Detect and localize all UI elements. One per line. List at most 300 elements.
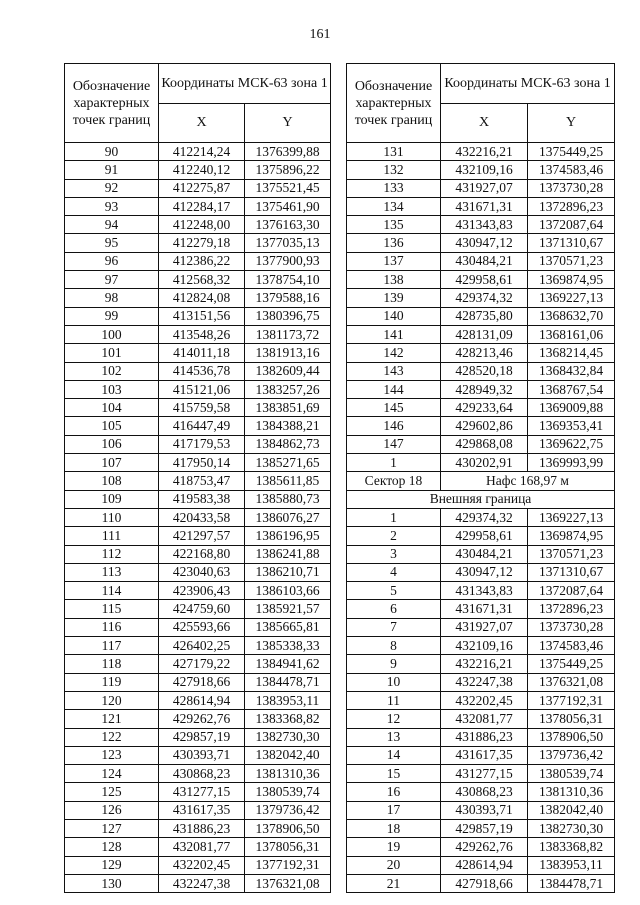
point-number: 99 [65,307,159,325]
table-row [65,399,331,417]
point-number: 8 [347,637,441,655]
table-row [65,344,331,362]
table-row [65,563,331,581]
header-x: X [159,103,245,143]
outer-border-label: Внешняя граница [347,490,615,508]
coord-x: 429958,61 [441,271,528,289]
point-number: 134 [347,197,441,215]
coord-x: 428949,32 [441,380,528,398]
table-row [65,179,331,197]
coord-y: 1368767,54 [528,380,615,398]
coord-y: 1382730,30 [245,728,331,746]
coord-x: 421297,57 [159,527,245,545]
point-number: 9 [347,655,441,673]
coord-x: 432216,21 [441,655,528,673]
coord-x: 431617,35 [159,801,245,819]
table-row [347,179,615,197]
table-row [347,143,615,161]
coord-y: 1369622,75 [528,435,615,453]
table-row [347,527,615,545]
coord-y: 1384478,71 [245,673,331,691]
table-row [347,380,615,398]
page-number: 161 [309,27,331,42]
coord-y: 1384388,21 [245,417,331,435]
right-table-body-a [347,143,615,472]
point-number: 123 [65,746,159,764]
coord-x: 415121,06 [159,380,245,398]
table-row [65,673,331,691]
coord-x: 432202,45 [441,691,528,709]
table-row [65,545,331,563]
coord-x: 428131,09 [441,325,528,343]
coord-x: 432216,21 [441,143,528,161]
table-row [347,508,615,526]
coord-x: 432081,77 [441,710,528,728]
coord-x: 431277,15 [159,783,245,801]
table-row [65,838,331,856]
coord-y: 1369874,95 [528,527,615,545]
table-row [347,637,615,655]
point-number: 94 [65,216,159,234]
coord-x: 429262,76 [441,838,528,856]
coord-x: 424759,60 [159,600,245,618]
coord-y: 1385611,85 [245,472,331,490]
coord-x: 423906,43 [159,582,245,600]
coord-y: 1375449,25 [528,143,615,161]
coord-x: 415759,58 [159,399,245,417]
table-row [65,527,331,545]
table-row [65,600,331,618]
coord-y: 1381310,36 [528,783,615,801]
coord-x: 431277,15 [441,765,528,783]
coord-x: 412214,24 [159,143,245,161]
table-row [65,454,331,472]
table-row [347,289,615,307]
table-row [347,563,615,581]
coord-y: 1377192,31 [245,856,331,874]
coord-y: 1383851,69 [245,399,331,417]
table-row [347,600,615,618]
coord-x: 427918,66 [441,874,528,892]
coord-y: 1386103,66 [245,582,331,600]
point-number: 147 [347,435,441,453]
coord-y: 1385665,81 [245,618,331,636]
coord-y: 1377900,93 [245,252,331,270]
point-number: 105 [65,417,159,435]
coord-y: 1373730,28 [528,618,615,636]
table-row [347,344,615,362]
coord-y: 1385271,65 [245,454,331,472]
point-number: 140 [347,307,441,325]
table-row [347,161,615,179]
coord-x: 432202,45 [159,856,245,874]
table-row [347,655,615,673]
point-number: 146 [347,417,441,435]
point-number: 91 [65,161,159,179]
table-row [347,252,615,270]
coord-x: 432247,38 [441,673,528,691]
coord-x: 412824,08 [159,289,245,307]
sector-row [347,472,615,490]
table-row [65,746,331,764]
table-row [65,307,331,325]
coord-y: 1381913,16 [245,344,331,362]
point-number: 10 [347,673,441,691]
sector-name: Сектор 18 [347,472,441,490]
table-row [347,728,615,746]
point-number: 142 [347,344,441,362]
coord-y: 1368214,45 [528,344,615,362]
coord-x: 412240,12 [159,161,245,179]
table-row [65,143,331,161]
coord-x: 431617,35 [441,746,528,764]
coord-x: 430484,21 [441,545,528,563]
point-number: 111 [65,527,159,545]
coord-y: 1382609,44 [245,362,331,380]
point-number: 11 [347,691,441,709]
coord-x: 429958,61 [441,527,528,545]
table-row [347,234,615,252]
point-number: 114 [65,582,159,600]
point-number: 118 [65,655,159,673]
point-number: 120 [65,691,159,709]
coord-y: 1383368,82 [245,710,331,728]
coord-x: 429374,32 [441,508,528,526]
coord-y: 1383257,26 [245,380,331,398]
coord-x: 432247,38 [159,874,245,892]
point-number: 96 [65,252,159,270]
table-row [347,271,615,289]
coord-x: 419583,38 [159,490,245,508]
point-number: 132 [347,161,441,179]
point-number: 145 [347,399,441,417]
coord-y: 1384862,73 [245,435,331,453]
coord-y: 1378056,31 [528,710,615,728]
table-row [347,691,615,709]
table-row [347,216,615,234]
table-row [65,490,331,508]
table-row [65,655,331,673]
point-number: 141 [347,325,441,343]
coord-y: 1378906,50 [528,728,615,746]
coord-y: 1376399,88 [245,143,331,161]
table-row [65,325,331,343]
table-row [347,801,615,819]
coord-x: 427179,22 [159,655,245,673]
header-y: Y [245,103,331,143]
coord-x: 428520,18 [441,362,528,380]
point-number: 15 [347,765,441,783]
point-number: 100 [65,325,159,343]
table-row [65,380,331,398]
coord-y: 1380539,74 [245,783,331,801]
table-row [347,325,615,343]
coord-x: 432109,16 [441,161,528,179]
coord-y: 1368161,06 [528,325,615,343]
coord-y: 1383953,11 [245,691,331,709]
coord-y: 1370571,23 [528,252,615,270]
table-row [65,637,331,655]
coord-x: 412386,22 [159,252,245,270]
point-number: 129 [65,856,159,874]
coord-y: 1385880,73 [245,490,331,508]
coord-y: 1368632,70 [528,307,615,325]
table-row [65,582,331,600]
point-number: 133 [347,179,441,197]
coord-y: 1372087,64 [528,582,615,600]
table-row [65,618,331,636]
point-number: 127 [65,819,159,837]
coord-x: 431927,07 [441,618,528,636]
coord-y: 1379588,16 [245,289,331,307]
coord-y: 1386210,71 [245,563,331,581]
coord-x: 428614,94 [441,856,528,874]
point-number: 115 [65,600,159,618]
table-row [65,362,331,380]
coord-x: 418753,47 [159,472,245,490]
point-number: 1 [347,508,441,526]
table-row [65,289,331,307]
coord-y: 1384941,62 [245,655,331,673]
coordinates-table-right [346,63,615,893]
table-row [65,472,331,490]
table-row [347,783,615,801]
coord-x: 431886,23 [441,728,528,746]
coord-y: 1375896,22 [245,161,331,179]
coord-x: 416447,49 [159,417,245,435]
coord-x: 428614,94 [159,691,245,709]
coord-y: 1383953,11 [528,856,615,874]
coord-y: 1369993,99 [528,454,615,472]
point-number: 112 [65,545,159,563]
coord-y: 1371310,67 [528,563,615,581]
table-row [65,271,331,289]
table-row [347,454,615,472]
left-table-body [65,143,331,893]
coord-x: 429602,86 [441,417,528,435]
coord-x: 430868,23 [159,765,245,783]
coordinates-table-left [64,63,331,893]
coord-y: 1385338,33 [245,637,331,655]
point-number: 5 [347,582,441,600]
coord-y: 1378906,50 [245,819,331,837]
coord-x: 431343,83 [441,216,528,234]
point-number: 108 [65,472,159,490]
point-number: 138 [347,271,441,289]
point-number: 126 [65,801,159,819]
coord-x: 413548,26 [159,325,245,343]
point-number: 18 [347,819,441,837]
coord-x: 431343,83 [441,582,528,600]
coord-x: 430947,12 [441,234,528,252]
coord-y: 1373730,28 [528,179,615,197]
header-point-label: Обозначение характерных точек границ [347,64,441,143]
table-row [347,618,615,636]
table-row [347,435,615,453]
table-row [65,252,331,270]
coord-y: 1375461,90 [245,197,331,215]
coord-x: 412248,00 [159,216,245,234]
table-row [347,746,615,764]
point-number: 130 [65,874,159,892]
point-number: 14 [347,746,441,764]
coord-x: 417950,14 [159,454,245,472]
coord-y: 1386241,88 [245,545,331,563]
table-row [347,197,615,215]
coord-x: 430868,23 [441,783,528,801]
point-number: 109 [65,490,159,508]
point-number: 139 [347,289,441,307]
coord-y: 1369874,95 [528,271,615,289]
point-number: 137 [347,252,441,270]
table-row [65,710,331,728]
table-row [347,874,615,892]
point-number: 121 [65,710,159,728]
coord-x: 431886,23 [159,819,245,837]
point-number: 20 [347,856,441,874]
coord-x: 431671,31 [441,600,528,618]
point-number: 90 [65,143,159,161]
table-row [65,856,331,874]
coord-y: 1382042,40 [245,746,331,764]
coord-x: 425593,66 [159,618,245,636]
coord-x: 428735,80 [441,307,528,325]
table-row [65,874,331,892]
coord-y: 1374583,46 [528,637,615,655]
coord-y: 1379736,42 [528,746,615,764]
table-row [65,417,331,435]
point-number: 13 [347,728,441,746]
coord-x: 412279,18 [159,234,245,252]
coord-x: 432081,77 [159,838,245,856]
point-number: 7 [347,618,441,636]
header-coordinates: Координаты МСК-63 зона 1 [159,64,331,104]
header-coordinates: Координаты МСК-63 зона 1 [441,64,615,104]
point-number: 128 [65,838,159,856]
coord-x: 414011,18 [159,344,245,362]
table-row [347,710,615,728]
coord-y: 1385921,57 [245,600,331,618]
coord-x: 429233,64 [441,399,528,417]
coord-x: 429374,32 [441,289,528,307]
coord-x: 422168,80 [159,545,245,563]
coord-y: 1380539,74 [528,765,615,783]
point-number: 102 [65,362,159,380]
table-row [65,216,331,234]
point-number: 93 [65,197,159,215]
table-row [347,417,615,435]
point-number: 135 [347,216,441,234]
coord-x: 429857,19 [159,728,245,746]
table-row [347,582,615,600]
coord-y: 1376321,08 [245,874,331,892]
point-number: 19 [347,838,441,856]
right-table-body-b [347,508,615,892]
coord-x: 428213,46 [441,344,528,362]
coord-x: 420433,58 [159,508,245,526]
table-row [347,856,615,874]
coord-y: 1376163,30 [245,216,331,234]
point-number: 2 [347,527,441,545]
coord-y: 1369227,13 [528,289,615,307]
point-number: 21 [347,874,441,892]
point-number: 131 [347,143,441,161]
point-number: 136 [347,234,441,252]
coord-y: 1371310,67 [528,234,615,252]
coord-y: 1375521,45 [245,179,331,197]
point-number: 6 [347,600,441,618]
point-number: 92 [65,179,159,197]
table-row [65,508,331,526]
point-number: 12 [347,710,441,728]
coord-y: 1376321,08 [528,673,615,691]
coord-x: 413151,56 [159,307,245,325]
table-row [347,307,615,325]
point-number: 116 [65,618,159,636]
point-number: 3 [347,545,441,563]
coord-y: 1369009,88 [528,399,615,417]
point-number: 101 [65,344,159,362]
coord-y: 1383368,82 [528,838,615,856]
point-number: 143 [347,362,441,380]
table-row [65,765,331,783]
table-row [65,819,331,837]
coord-x: 431671,31 [441,197,528,215]
coord-y: 1374583,46 [528,161,615,179]
coord-x: 412568,32 [159,271,245,289]
coord-y: 1382042,40 [528,801,615,819]
table-row [65,691,331,709]
coord-y: 1369227,13 [528,508,615,526]
coord-x: 426402,25 [159,637,245,655]
coord-y: 1372896,23 [528,600,615,618]
table-row [65,783,331,801]
coord-y: 1379736,42 [245,801,331,819]
point-number: 95 [65,234,159,252]
coord-y: 1370571,23 [528,545,615,563]
table-row [65,435,331,453]
point-number: 124 [65,765,159,783]
point-number: 113 [65,563,159,581]
point-number: 106 [65,435,159,453]
table-row [65,234,331,252]
table-row [347,673,615,691]
coord-y: 1378754,10 [245,271,331,289]
coord-y: 1377192,31 [528,691,615,709]
table-row [65,801,331,819]
coord-y: 1368432,84 [528,362,615,380]
point-number: 119 [65,673,159,691]
coord-x: 430484,21 [441,252,528,270]
coord-x: 414536,78 [159,362,245,380]
coord-x: 432109,16 [441,637,528,655]
coord-x: 429868,08 [441,435,528,453]
point-number: 122 [65,728,159,746]
coord-x: 429857,19 [441,819,528,837]
header-y: Y [528,103,615,143]
header-point-label: Обозначение характерных точек границ [65,64,159,143]
coord-y: 1377035,13 [245,234,331,252]
coord-x: 423040,63 [159,563,245,581]
coord-y: 1386076,27 [245,508,331,526]
coord-x: 412275,87 [159,179,245,197]
coord-y: 1381310,36 [245,765,331,783]
point-number: 125 [65,783,159,801]
point-number: 4 [347,563,441,581]
coord-x: 430947,12 [441,563,528,581]
point-number: 117 [65,637,159,655]
point-number: 1 [347,454,441,472]
